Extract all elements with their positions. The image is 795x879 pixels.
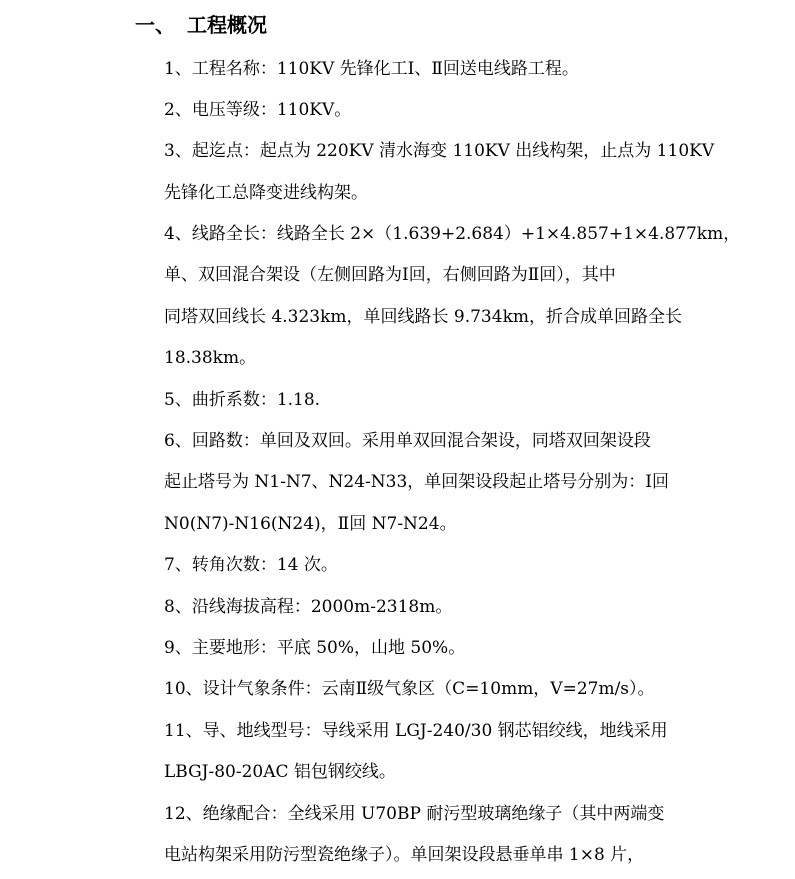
paragraph-line-tortuosity: 5、曲折系数：1.18. (164, 390, 321, 410)
paragraph-line-insulation: 12、绝缘配合：全线采用 U70BP 耐污型玻璃绝缘子（其中两端变 (164, 804, 665, 824)
paragraph-line-conductors: 11、导、地线型号：导线采用 LGJ-240/30 钢芯铝绞线，地线采用 (164, 721, 668, 741)
paragraph-line-conductors-cont: LBGJ-80-20AC 铝包钢绞线。 (164, 762, 396, 782)
paragraph-line-circuits-cont-1: 起止塔号为 N1-N7、N24-N33，单回架设段起止塔号分别为：Ⅰ回 (164, 472, 670, 492)
paragraph-line-weather: 10、设计气象条件：云南Ⅱ级气象区（C=10mm，V=27m/s）。 (164, 679, 655, 699)
section-number: 一、 (135, 13, 175, 37)
paragraph-line-voltage: 2、电压等级：110KV。 (164, 100, 352, 120)
section-heading (135, 10, 267, 40)
paragraph-line-length-cont-3: 18.38km。 (164, 348, 257, 368)
paragraph-line-project-name: 1、工程名称：110KV 先锋化工Ⅰ、Ⅱ回送电线路工程。 (164, 59, 579, 79)
paragraph-line-endpoints: 3、起迄点：起点为 220KV 清水海变 110KV 出线构架，止点为 110KV (164, 141, 715, 161)
paragraph-line-insulation-cont: 电站构架采用防污型瓷绝缘子）。单回架设段悬垂单串 1×8 片， (164, 845, 645, 865)
paragraph-line-length-cont-2: 同塔双回线长 4.323km，单回线路长 9.734km，折合成单回路全长 (164, 307, 682, 327)
paragraph-line-circuits: 6、回路数：单回及双回。采用单双回混合架设，同塔双回架设段 (164, 431, 651, 451)
paragraph-line-altitude: 8、沿线海拔高程：2000m-2318m。 (164, 597, 453, 617)
paragraph-line-circuits-cont-2: N0(N7)-N16(N24)，Ⅱ回 N7-N24。 (164, 514, 457, 534)
paragraph-line-terrain: 9、主要地形：平底 50%，山地 50%。 (164, 638, 466, 658)
paragraph-line-turns: 7、转角次数：14 次。 (164, 555, 338, 575)
section-title: 工程概况 (187, 13, 267, 37)
paragraph-line-length: 4、线路全长：线路全长 2×（1.639+2.684）+1×4.857+1×4.877km， (164, 224, 741, 244)
paragraph-line-endpoints-cont: 先锋化工总降变进线构架。 (164, 183, 368, 203)
paragraph-line-length-cont-1: 单、双回混合架设（左侧回路为Ⅰ回，右侧回路为Ⅱ回），其中 (164, 265, 616, 285)
